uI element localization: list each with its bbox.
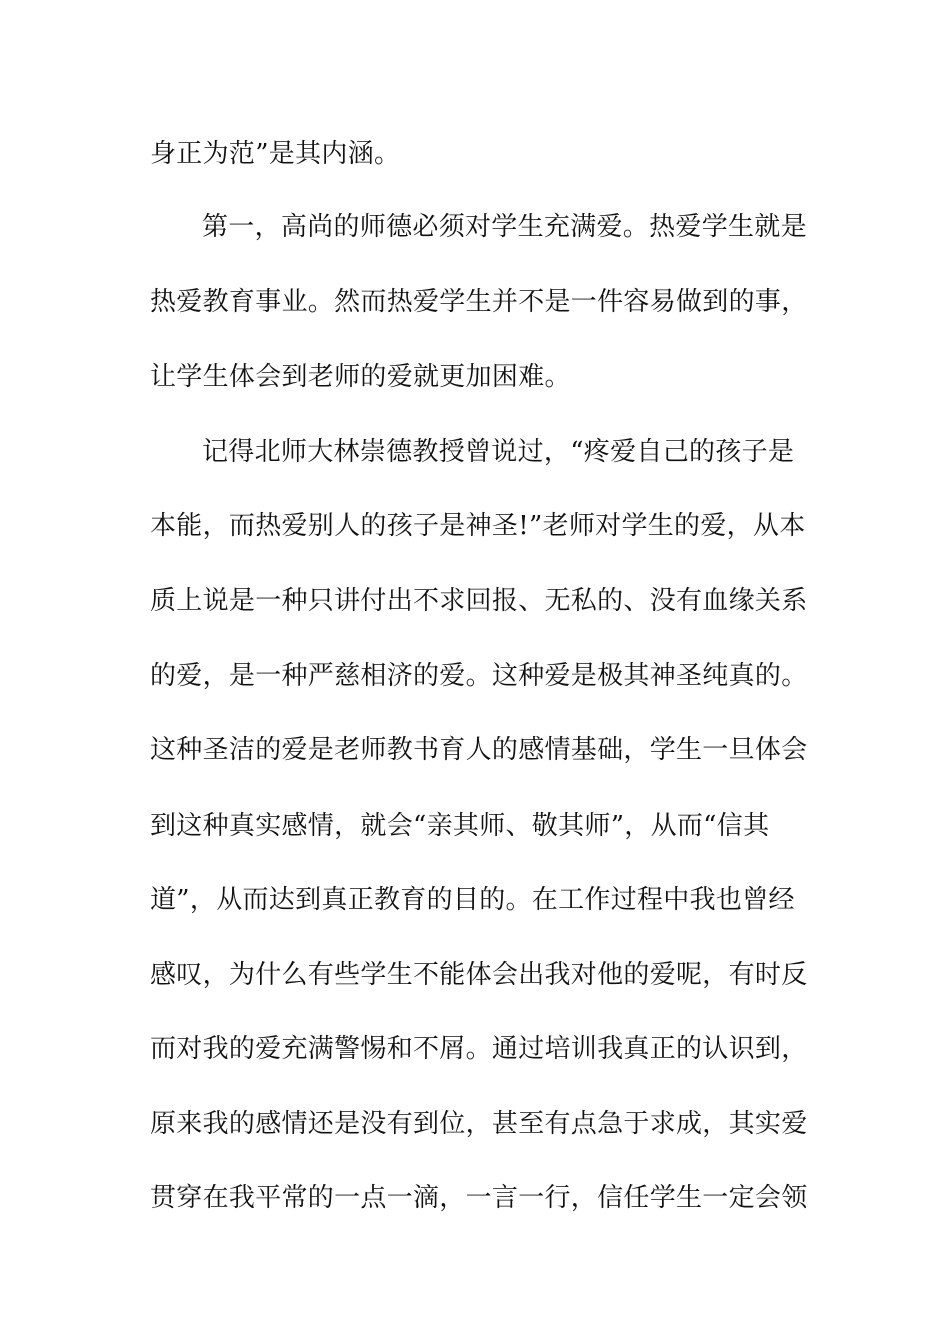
text-line: 道”，从而达到真正教育的目的。在工作过程中我也曾经 [150,885,795,915]
text-line: 到这种真实感情，就会“亲其师、敬其师”，从而“信其 [150,811,770,841]
text-line: 而对我的爱充满警惕和不屑。通过培训我真正的认识到， [150,1034,808,1064]
text-line: 热爱教育事业。然而热爱学生并不是一件容易做到的事， [150,287,808,317]
text-line: 贯穿在我平常的一点一滴，一言一行，信任学生一定会领 [150,1183,808,1213]
text-line: 原来我的感情还是没有到位，甚至有点急于求成，其实爱 [150,1109,808,1139]
text-line: 这种圣洁的爱是老师教书育人的感情基础，学生一旦体会 [150,735,808,765]
text-line: 的爱，是一种严慈相济的爱。这种爱是极其神圣纯真的。 [150,661,808,691]
text-line: 身正为范”是其内涵。 [150,139,401,169]
text-line: 质上说是一种只讲付出不求回报、无私的、没有血缘关系 [150,586,808,616]
paragraph-first-line: 第一，高尚的师德必须对学生充满爱。热爱学生就是 [202,212,807,242]
text-line: 感叹，为什么有些学生不能体会出我对他的爱呢，有时反 [150,960,808,990]
paragraph-first-line: 记得北师大林崇德教授曾说过，“疼爱自己的孩子是 [202,437,795,467]
text-line: 让学生体会到老师的爱就更加困难。 [150,362,571,392]
text-line: 本能，而热爱别人的孩子是神圣!”老师对学生的爱，从本 [150,511,806,541]
